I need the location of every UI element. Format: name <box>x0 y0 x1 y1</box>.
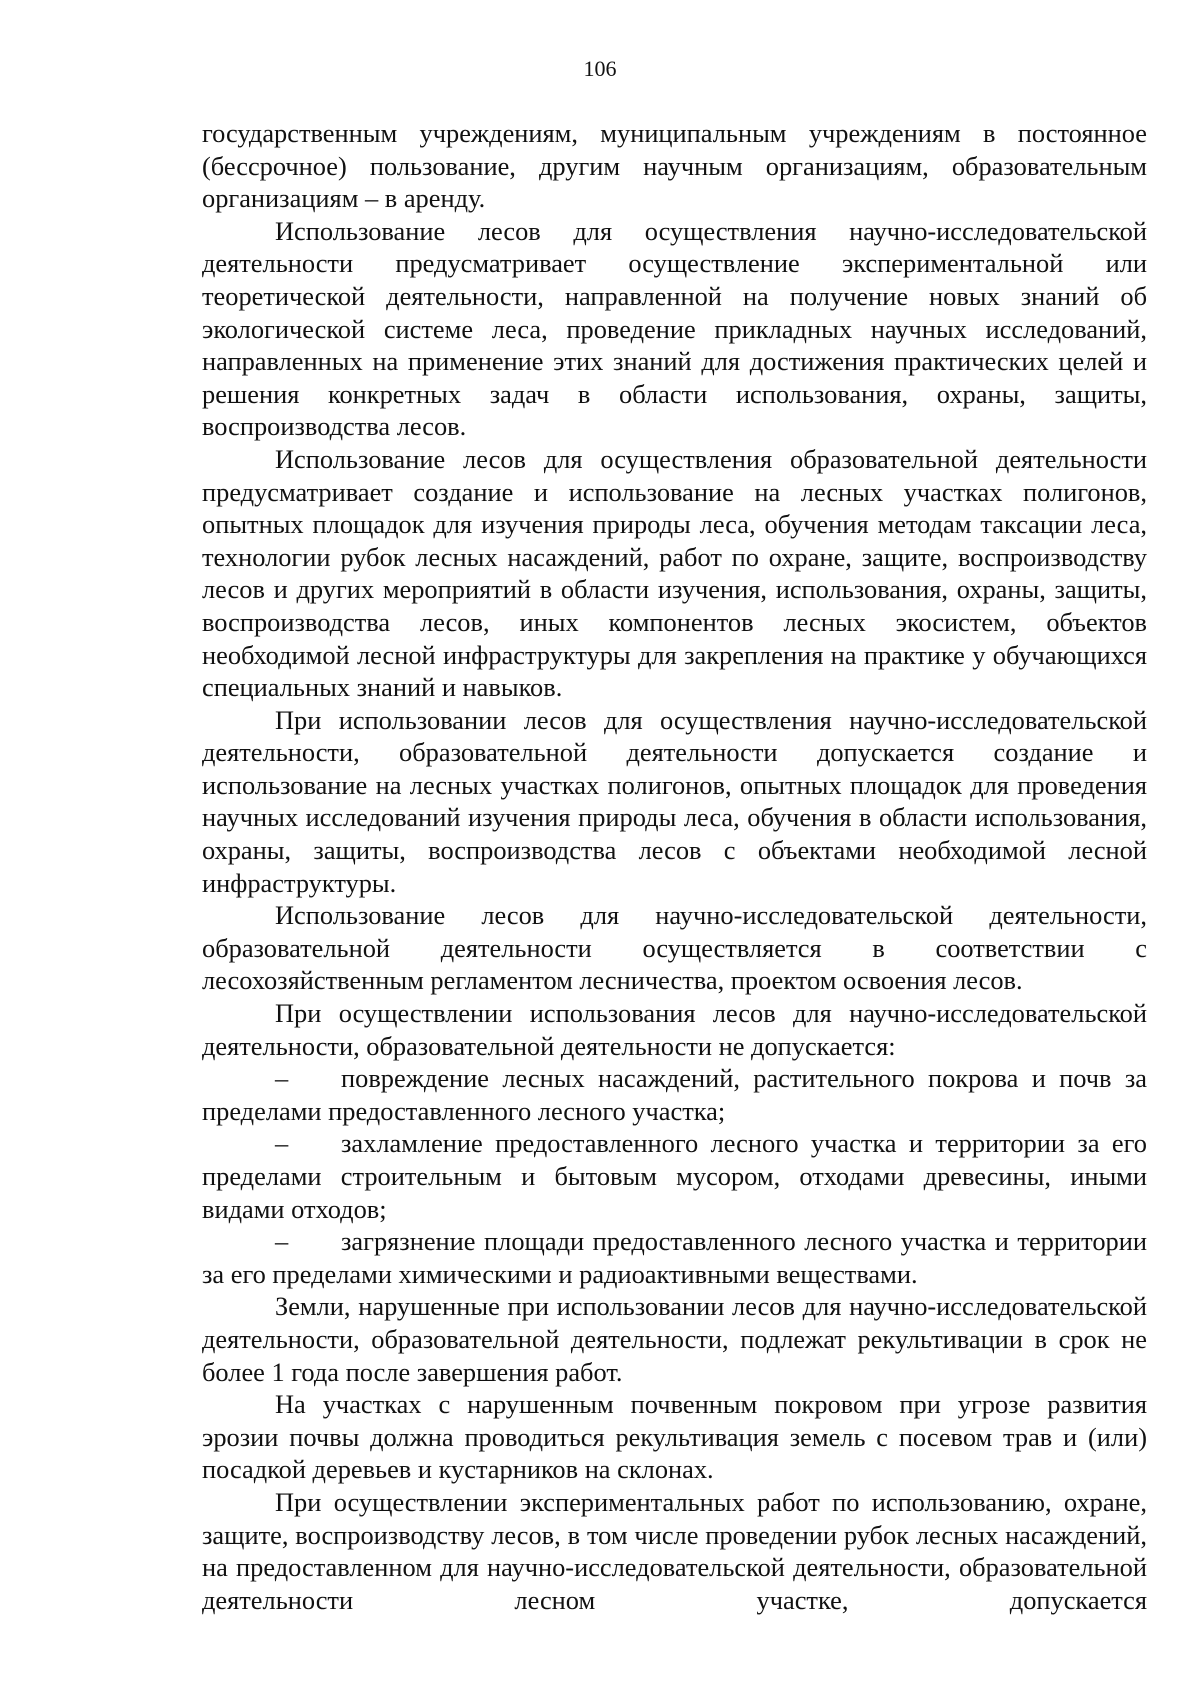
paragraph-polygons-permitted: При использовании лесов для осуществления научно-исследовательской деятельности, образовательной деятельности допускается создание и использование на лесных участках полигонов, опытных площадок для проведения научных исследований изучения природы леса, обучения в области использования, охраны, защиты, воспроизводства лесов с объектами необходимой лесной инфраструктуры. <box>202 704 1147 898</box>
paragraph-experimental-works: При осуществлении экспериментальных работ по использованию, охране, защите, воспроизводству лесов, в том числе проведении рубок лесных насаждений, на предоставленном для научно-исследовательской деятельности, образовательной деятельности лесном участке, допускается <box>202 1486 1147 1615</box>
list-item-text: повреждение лесных насаждений, растительного покрова и почв за пределами предоставленного лесного участка; <box>202 1063 1147 1126</box>
paragraph-prohibitions-intro: При осуществлении использования лесов для научно-исследовательской деятельности, образовательной деятельности не допускается: <box>202 998 1147 1061</box>
list-dash: – <box>275 1226 289 1257</box>
page-number: 106 <box>583 56 617 81</box>
list-dash: – <box>275 1128 289 1159</box>
list-item-damage <box>202 1062 1147 1127</box>
paragraph-erosion: На участках с нарушенным почвенным покровом при угрозе развития эрозии почвы должна проводиться рекультивация земель с посевом трав и (или) посадкой деревьев и кустарников на склонах. <box>202 1389 1147 1485</box>
list-item-text: захламление предоставленного лесного участка и территории за его пределами строительным и бытовым мусором, отходами древесины, иными видами отходов; <box>202 1128 1147 1224</box>
list-item-pollution <box>202 1225 1147 1290</box>
paragraph-education-use: Использование лесов для осуществления образовательной деятельности предусматривает создание и использование на лесных участках полигонов, опытных площадок для изучения природы леса, обучения методам таксации леса, технологии рубок лесных насаждений, работ по охране, защите, воспроизводству лесов и других мероприятий в области изучения, использования, охраны, защиты, воспроизводства лесов, иных компонентов лесных экосистем, объектов необходимой лесной инфраструктуры для закрепления на практике у обучающихся специальных знаний и навыков. <box>202 443 1147 703</box>
paragraph-regulation-compliance: Использование лесов для научно-исследовательской деятельности, образовательной деятельности осуществляется в соответствии с лесохозяйственным регламентом лесничества, проектом освоения лесов. <box>202 900 1147 996</box>
list-item-littering <box>202 1127 1147 1225</box>
list-item-text: загрязнение площади предоставленного лесного участка и территории за его пределами химическими и радиоактивными веществами. <box>202 1226 1147 1289</box>
paragraph-continuation: государственным учреждениям, муниципальным учреждениям в постоянное (бессрочное) пользование, другим научным организациям, образовательным организациям – в аренду. <box>202 118 1147 214</box>
paragraph-recultivation: Земли, нарушенные при использовании лесов для научно-исследовательской деятельности, образовательной деятельности, подлежат рекультивации в срок не более 1 года после завершения работ. <box>202 1291 1147 1387</box>
list-dash: – <box>275 1063 289 1094</box>
page-body <box>202 117 1147 1616</box>
paragraph-research-use: Использование лесов для осуществления научно-исследовательской деятельности предусматривает осуществление экспериментальной или теоретической деятельности, направленной на получение новых знаний об экологической системе леса, проведение прикладных научных исследований, направленных на применение этих знаний для достижения практических целей и решения конкретных задач в области использования, охраны, защиты, воспроизводства лесов. <box>202 215 1147 442</box>
